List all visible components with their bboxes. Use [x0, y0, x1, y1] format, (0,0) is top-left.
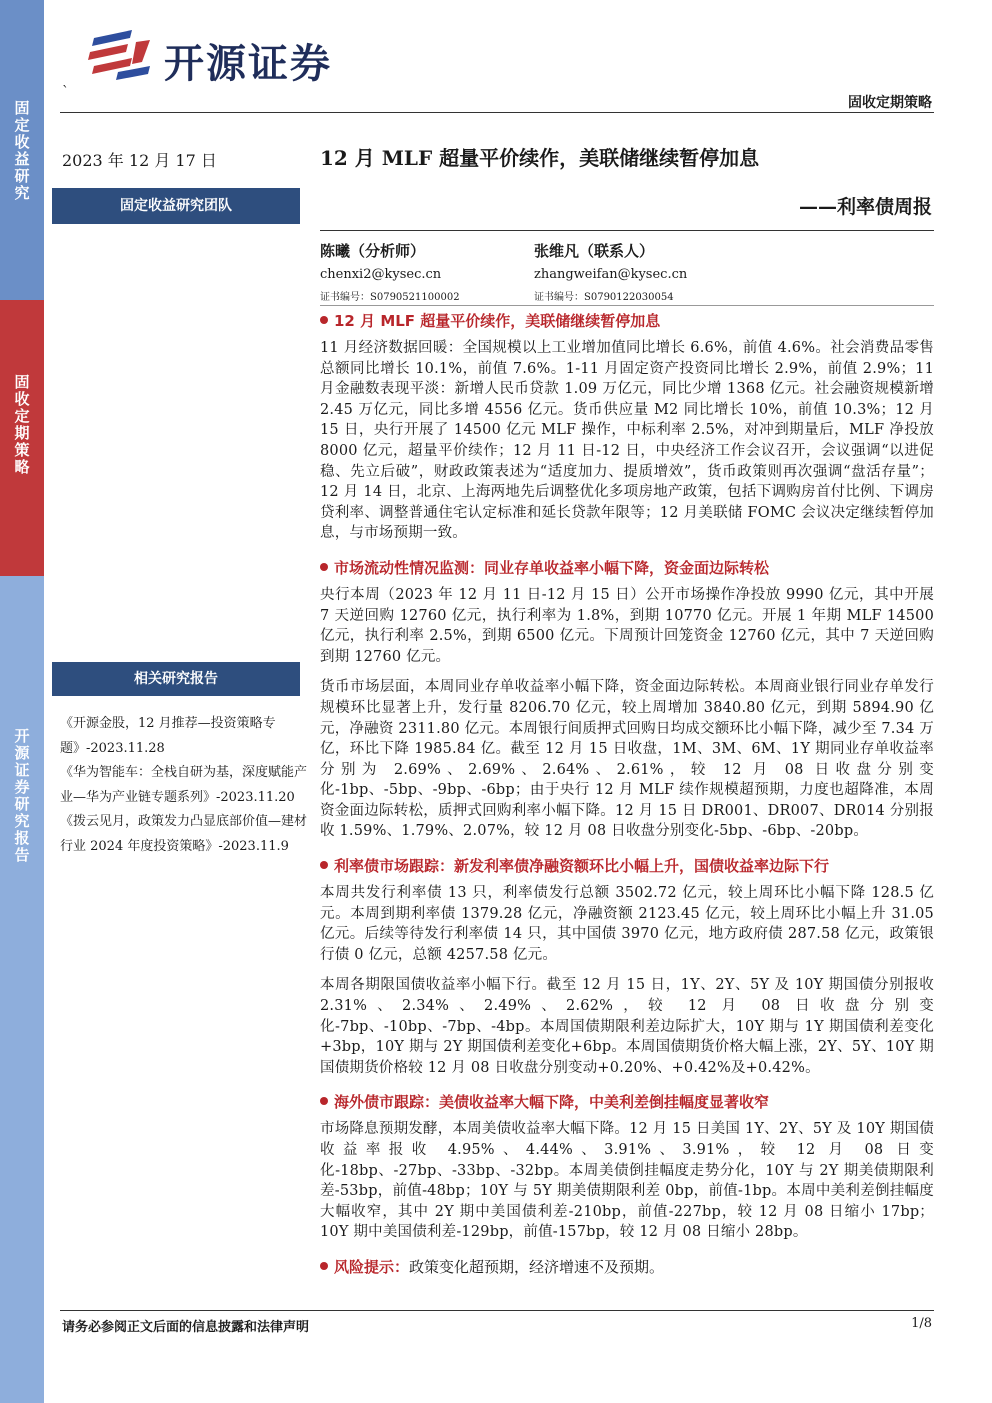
- report-title: 12 月 MLF 超量平价续作，美联储继续暂停加息: [320, 146, 760, 170]
- section-paragraph: 货币市场层面，本周同业存单收益率小幅下降，资金面边际转松。本周商业银行同业存单发行规模环比显著上升，发行量 8206.70 亿元，较上周增加 3840.80 亿元，到期 5894.90 亿元，净融资 2311.80 亿元。本周银行间质押式回购日均成交额环比小幅下降，减少至 7.34 万亿，环比下降 1985.84 亿。截至 12 月 15 日收盘，1M、3M、6M、1Y 期同业存单收益率分别为 2.69%、2.69%、2.64%、2.61%，较 12 月 08 日收盘分别变化-1bp、-5bp、-9bp、-6bp；由于央行 12 月 MLF 续作规模超预期，力度也超降准，本周资金面边际转松，质押式回购利率小幅下降。12 月 15 日 DR001、DR007、DR014 分别报收 1.59%、1.79%、2.07%，较 12 月 08 日收盘分别变化-5bp、-6bp、-20bp。: [320, 679, 934, 840]
- side-label-3: 开源证券研究报告: [14, 727, 30, 864]
- page-number: 1/8: [911, 1316, 932, 1331]
- bullet-dot-icon: [320, 563, 328, 571]
- footer-disclaimer: 请务必参阅正文后面的信息披露和法律声明: [62, 1320, 310, 1335]
- bullet-dot-icon: [320, 1262, 328, 1270]
- analyst-cert: 证书编号：S0790521100002: [320, 292, 460, 303]
- related-report-item[interactable]: 《拨云见月，政策发力凸显底部价值—建材行业 2024 年度投资策略》-2023.11.9: [60, 814, 308, 854]
- header-tick-mark: `: [62, 84, 69, 100]
- report-body: [320, 307, 934, 1284]
- related-report-item[interactable]: 《华为智能车：全栈自研为基，深度赋能产业—华为产业链专题系列》-2023.11.20: [60, 765, 308, 805]
- brand-logo: [88, 28, 388, 88]
- brand-mark-icon: [88, 28, 158, 88]
- section-paragraph: 11 月经济数据回暖：全国规模以上工业增加值同比增长 6.6%，前值 4.6%。社会消费品零售总额同比增长 10.1%，前值 7.6%。1-11 月固定资产投资同比增长 2.9%，前值 2.9%；11 月金融数表现平淡：新增人民币贷款 1.09 万亿元，同比少增 1368 亿元。社会融资规模新增 2.45 万亿元，同比多增 4556 亿元。货币供应量 M2 同比增长 10%，前值 10.3%；12 月 15 日，央行开展了 14500 亿元 MLF 操作，中标利率 2.5%，对冲到期量后，MLF 净投放 8000 亿元，超量平价续作；12 月 11 日-12 日，中央经济工作会议召开，会议强调“以进促稳、先立后破”，财政政策表述为“适度加力、提质增效”，货币政策则再次强调“盘活存量”；12 月 14 日，北京、上海两地先后调整优化多项房地产政策，包括下调购房首付比例、下调房贷利率、调整普通住宅认定标准和延长贷款年限等；12 月美联储 FOMC 会议决定继续暂停加息，与市场预期一致。: [320, 340, 934, 542]
- header-divider: [60, 112, 934, 113]
- section-heading: 12 月 MLF 超量平价续作，美联储继续暂停加息: [320, 307, 934, 338]
- contact-email[interactable]: zhangweifan@kysec.cn: [534, 267, 688, 282]
- analyst-divider: [320, 305, 934, 306]
- contact-cert: 证书编号：S0790122030054: [534, 292, 674, 303]
- section-paragraph: 本周各期限国债收益率小幅下行。截至 12 月 15 日，1Y、2Y、5Y 及 10Y 期国债分别报收 2.31%、2.34%、2.49%、2.62%，较 12 月 08 日收盘分别变化-7bp、-10bp、-7bp、-4bp。本周国债期限利差边际扩大，10Y 期与 1Y 期国债利差变化+3bp，10Y 期与 2Y 期国债利差变化+6bp。本周国债期货价格大幅上涨，2Y、5Y、10Y 期国债期货价格较 12 月 08 日收盘分别变动+0.20%、+0.42%及+0.42%。: [320, 977, 935, 1076]
- related-reports-label: 相关研究报告: [52, 662, 300, 696]
- team-label-box: 固定收益研究团队: [52, 188, 300, 224]
- section-heading: 海外债市跟踪：美债收益率大幅下降，中美利差倒挂幅度显著收窄: [320, 1088, 934, 1119]
- footer-divider: [60, 1310, 934, 1311]
- contact-name: 张维凡（联系人）: [534, 242, 655, 260]
- bullet-dot-icon: [320, 861, 328, 869]
- section-heading: 利率债市场跟踪：新发利率债净融资额环比小幅上升，国债收益率边际下行: [320, 852, 934, 883]
- title-divider: [320, 230, 934, 231]
- section-paragraph: 央行本周（2023 年 12 月 11 日-12 月 15 日）公开市场操作净投放 9990 亿元，其中开展 7 天逆回购 12760 亿元，执行利率为 1.8%，到期 10770 亿元。开展 1 年期 MLF 14500 亿元，执行利率 2.5%，到期 6500 亿元。下周预计回笼资金 12760 亿元，其中 7 天逆回购到期 12760 亿元。: [320, 586, 934, 665]
- side-strip-bottom: [0, 576, 44, 1403]
- brand-name: 开源证券: [164, 41, 332, 87]
- side-label-2: 固收定期策略: [14, 373, 30, 476]
- risk-warning: 风险提示：政策变化超预期，经济增速不及预期。: [320, 1253, 934, 1284]
- report-date: 2023 年 12 月 17 日: [62, 151, 217, 170]
- report-subtitle: ——利率债周报: [798, 196, 932, 218]
- section-label: 固收定期策略: [848, 95, 932, 111]
- contact-card: [534, 240, 687, 303]
- side-label-1: 固定收益研究: [14, 99, 30, 202]
- section-heading: 市场流动性情况监测：同业存单收益率小幅下降，资金面边际转松: [320, 554, 934, 585]
- analyst-name: 陈曦（分析师）: [320, 242, 426, 260]
- bullet-dot-icon: [320, 1097, 328, 1105]
- section-paragraph: 本周共发行利率债 13 只，利率债发行总额 3502.72 亿元，较上周环比小幅下降 128.5 亿元。本周到期利率债 1379.28 亿元，净融资额 2123.45 亿元，较上周环比小幅上升 31.05 亿元。后续等待发行利率债 14 只，其中国债 3970 亿元，地方政府债 287.58 亿元，政策银行债 0 亿元，总额 4257.58 亿元。: [320, 885, 934, 963]
- side-strip: [0, 0, 44, 1403]
- section-paragraph: 市场降息预期发酵，本周美债收益率大幅下降。12 月 15 日美国 1Y、2Y、5Y 及 10Y 期国债收益率报收 4.95%、4.44%、3.91%、3.91%，较 12 月 08 日变化-18bp、-27bp、-33bp、-32bp。本周美债倒挂幅度走势分化，10Y 与 2Y 期美债期限利差-53bp，前值-48bp；10Y 与 5Y 期美债期限利差 0bp，前值-1bp。本周中美利差倒挂幅度大幅收窄，其中 2Y 期中美国债利差-210bp，前值-227bp，较 12 月 08 日缩小 17bp；10Y 期中美国债利差-129bp，前值-157bp，较 12 月 08 日缩小 28bp。: [320, 1121, 934, 1241]
- related-reports-list: [60, 712, 308, 859]
- analyst-email[interactable]: chenxi2@kysec.cn: [320, 267, 442, 282]
- analyst-card: [320, 240, 460, 303]
- bullet-dot-icon: [320, 316, 328, 324]
- related-report-item[interactable]: 《开源金股，12 月推荐—投资策略专题》-2023.11.28: [60, 716, 276, 756]
